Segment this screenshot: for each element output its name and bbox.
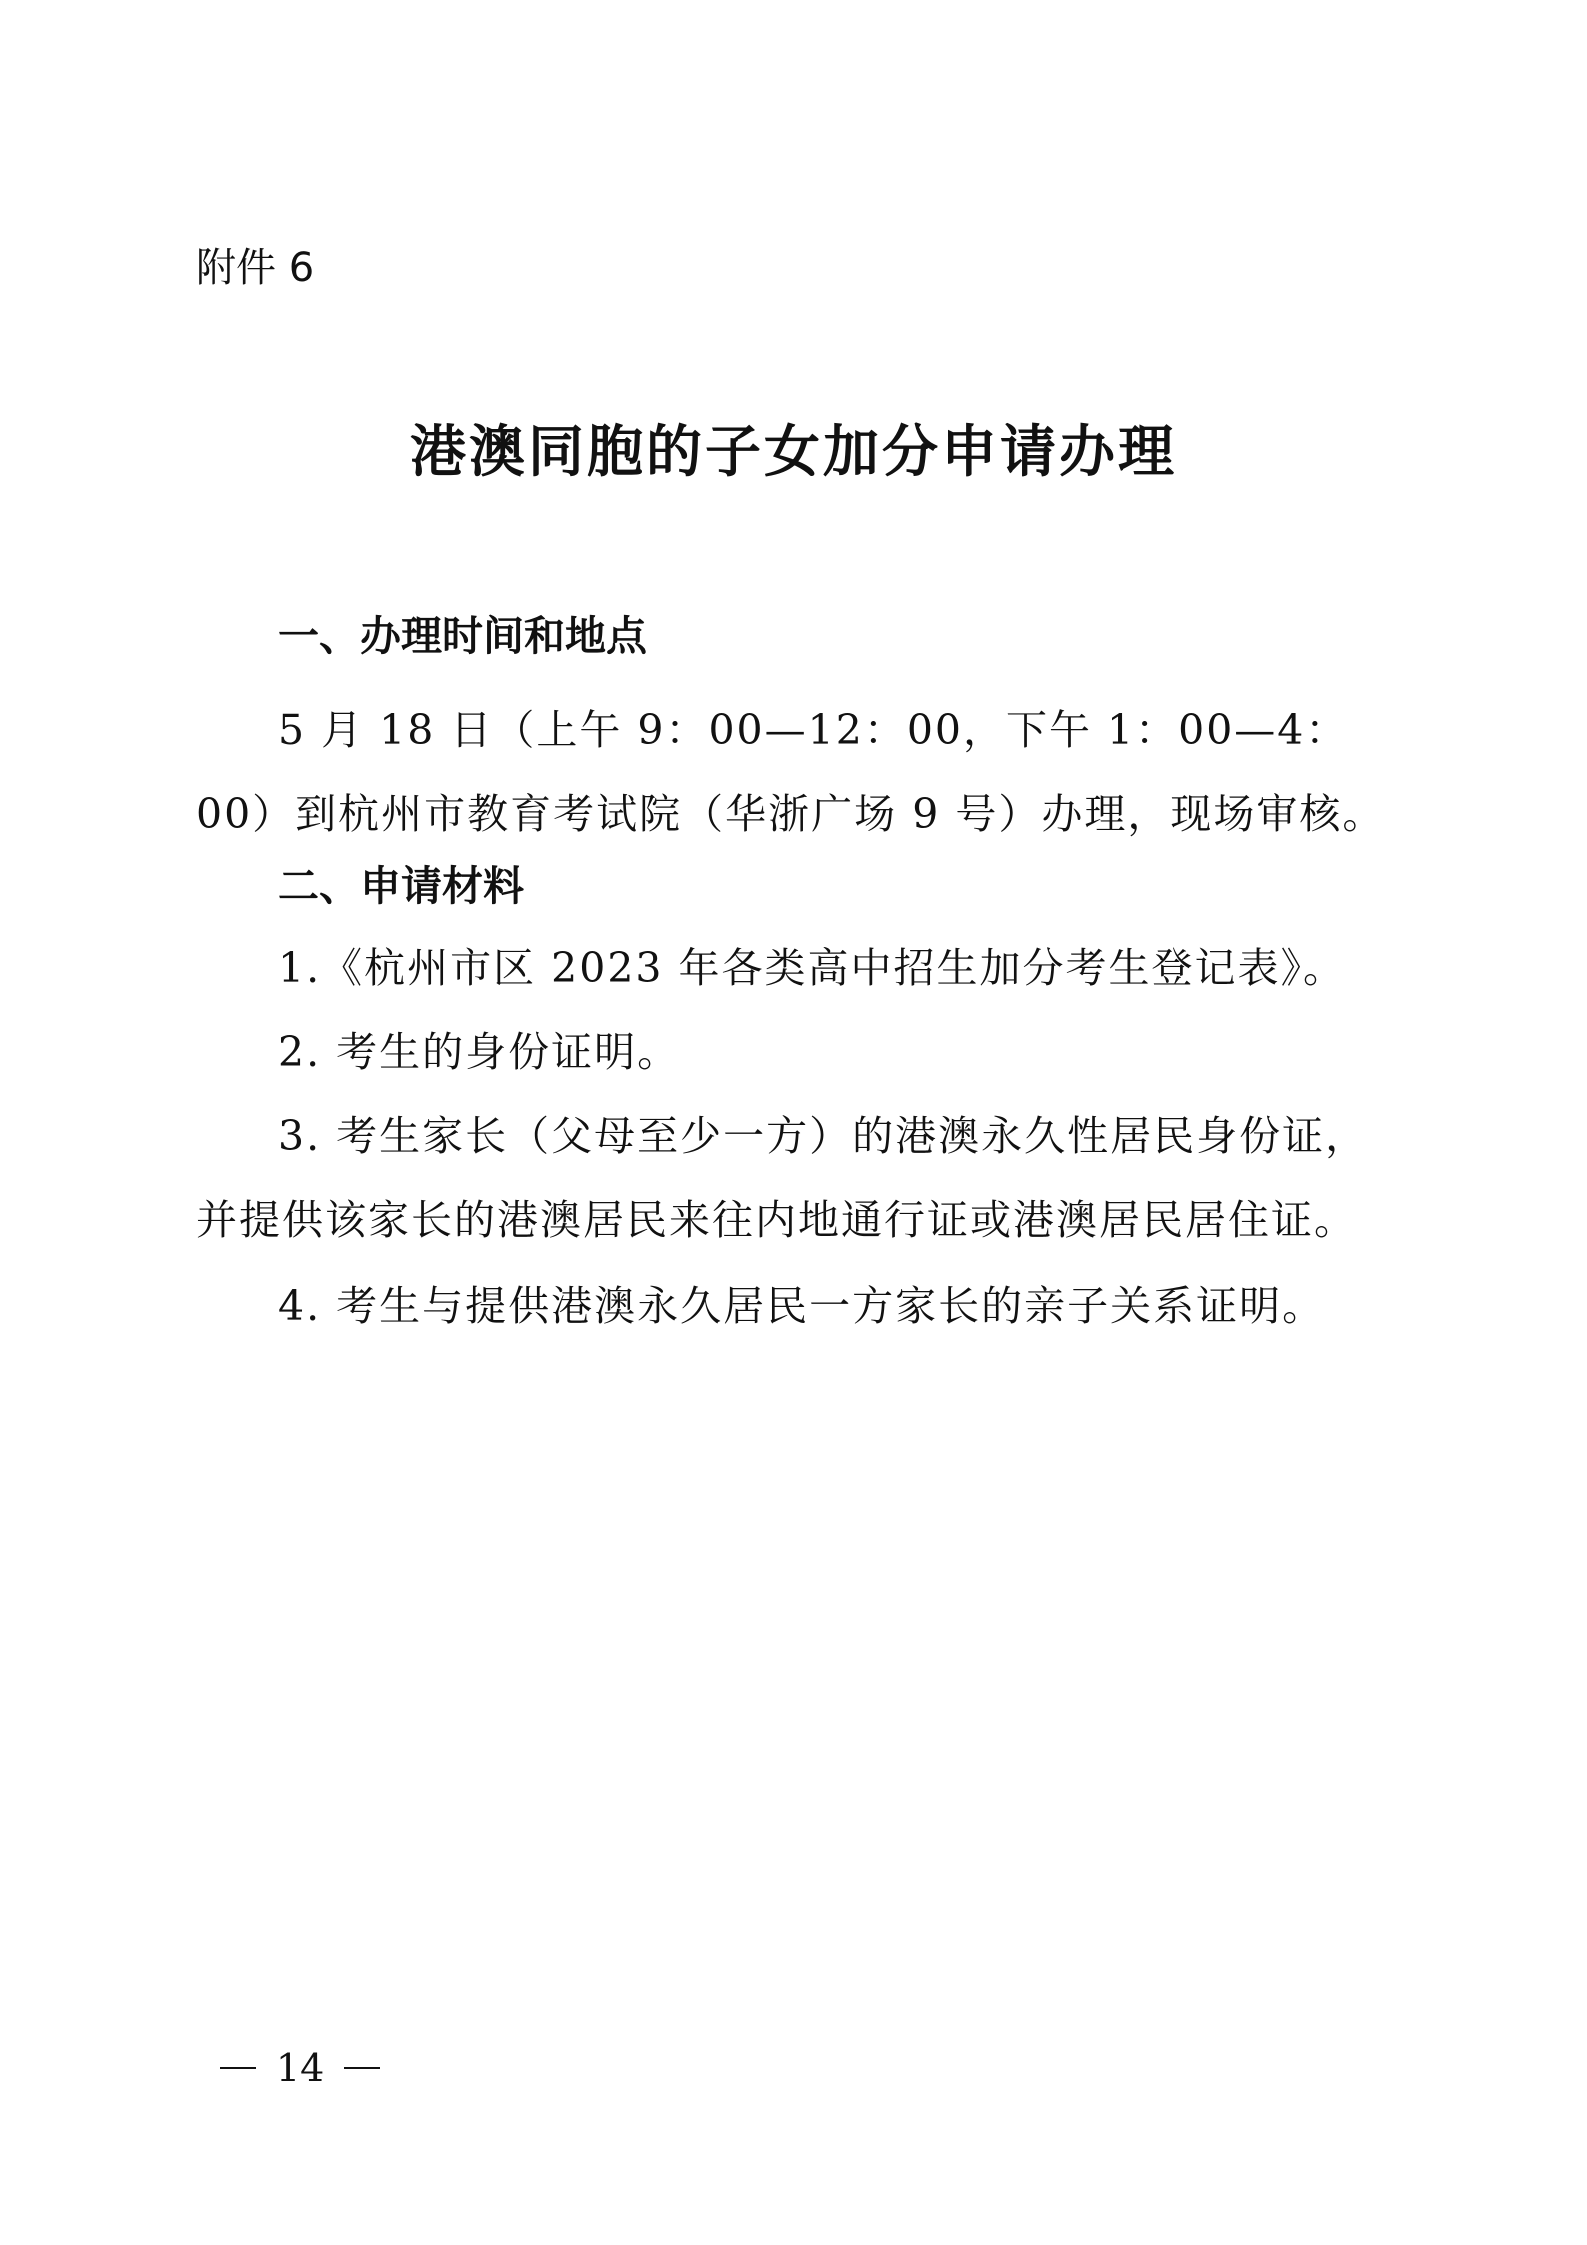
footer-dash-left [220, 2067, 256, 2069]
material-item-4: 4. 考生与提供港澳永久居民一方家长的亲子关系证明。 [278, 1282, 1326, 1330]
section-heading-materials: 二、申请材料 [278, 862, 524, 910]
footer-dash-right [344, 2067, 380, 2069]
attachment-label: 附件 6 [196, 245, 315, 291]
time-place-paragraph: 5 月 18 日（上午 9：00—12：00，下午 1：00—4：00）到杭州市教育考试院（华浙广场 9 号）办理，现场审核。 [196, 706, 1386, 838]
document-title: 港澳同胞的子女加分申请办理 [410, 420, 1177, 485]
material-item-2: 2. 考生的身份证明。 [278, 1028, 681, 1076]
page-footer [220, 2040, 380, 2096]
material-item-3: 3. 考生家长（父母至少一方）的港澳永久性居民身份证，并提供该家长的港澳居民来往内地通行证或港澳居民居住证。 [196, 1112, 1369, 1244]
section-heading-time-place: 一、办理时间和地点 [278, 612, 647, 660]
material-item-1: 1.《杭州市区 2023 年各类高中招生加分考生登记表》。 [278, 944, 1347, 992]
page-number: 14 [276, 2046, 325, 2090]
